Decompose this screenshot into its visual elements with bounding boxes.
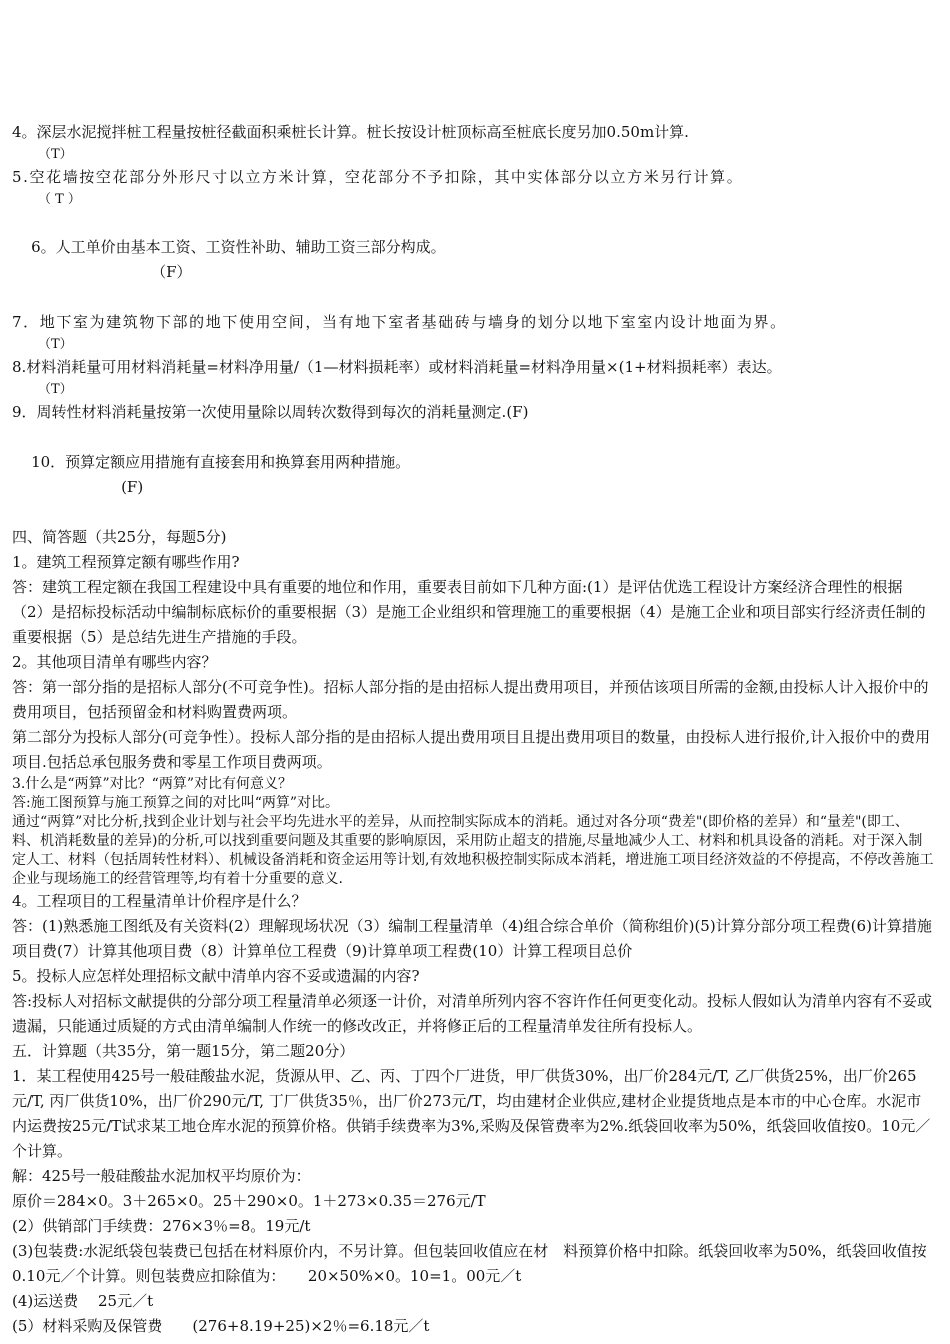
short-a3-part2: 通过“两算”对比分析,找到企业计划与社会平均先进水平的差异，从而控制实际成本的消耗。通过对各分项“费差"(即价格的差异）和“量差"(即工、料、机消耗数量的差异)的分析,可以找到重要问题及其重要的影响原因，采用防止超支的措施,尽量地减少人工、材料和机具设备的消耗。对于深入制定人工、材料（包括周转性材料）、机械设备消耗和资金运用等计划,有效地积极控制实际成本消耗，增进施工项目经济效益的不停提高，不停改善施工企业与现场施工的经营管理等,均有着十分重要的意义. [12,814,934,887]
judge-q10-row [12,425,934,525]
solution-step-2: (2）供销部门手续费：276×3％=8。19元/t [12,1217,311,1235]
solution-step-4: (4)运送费 25元／t [12,1292,154,1310]
judge-q6-answer: （F） [151,263,192,281]
judge-q5: 5.空花墙按空花部分外形尺寸以立方米计算，空花部分不予扣除，其中实体部分以立方米另行计算。 [12,168,744,186]
solution-step-3: (3)包装费:水泥纸袋包装费已包括在材料原价内，不另计算。但包装回收值应在材 料预算价格中扣除。纸袋回收率为50%，纸袋回收值按0.10元／个计算。则包装费应扣除值为： 20×50%×0。10=1。00元／t [12,1242,927,1285]
judge-q9: 9．周转性材料消耗量按第一次使用量除以周转次数得到每次的消耗量测定.(F) [12,403,529,421]
judge-q4: 4。深层水泥搅拌桩工程量按桩径截面积乘桩长计算。桩长按设计桩顶标高至桩底长度另加0.50m计算. [12,123,689,141]
short-a1: 答：建筑工程定额在我国工程建设中具有重要的地位和作用，重要表目前如下几种方面:(1）是评估优选工程设计方案经济合理性的根据（2）是招标投标活动中编制标底标价的重要根据（3）是施工企业组织和管理施工的重要根据（4）是施工企业和项目部实行经济责任制的重要根据（5）是总结先进生产措施的手段。 [12,578,926,646]
short-heading: 四、简答题（共25分，每题5分) [12,528,227,546]
judge-q8: 8.材料消耗量可用材料消耗量=材料净用量/（1—材料损耗率）或材料消耗量=材料净用量×(1+材料损耗率）表达。 [12,358,782,376]
short-a2-part1: 答：第一部分指的是招标人部分(不可竞争性)。招标人部分指的是由招标人提出费用项目，并预估该项目所需的金额,由投标人计入报价中的费用项目，包括预留金和材料购置费两项。 [12,678,929,721]
short-a3-part1: 答:施工图预算与施工预算之间的对比叫“两算”对比。 [12,795,340,811]
short-q3: 3.什么是“两算”对比？“两算”对比有何意义？ [12,776,292,792]
solution-intro: 解：425号一般硅酸盐水泥加权平均原价为： [12,1167,311,1185]
short-q2: 2。其他项目清单有哪些内容？ [12,653,217,671]
calc-q1: 1．某工程使用425号一般硅酸盐水泥，货源从甲、乙、丙、丁四个厂进货，甲厂供货30%，出厂价284元/T, 乙厂供货25%，出厂价265元/T, 丙厂供货10%，出厂价290元/T, 丁厂供货35％，出厂价273元/T，均由建材企业供应,建材企业提货地点是本市的中心仓库。水泥市内运费按25元/T试求某工地仓库水泥的预算价格。供销手续费率为3%,采购及保管费率为2%.纸袋回收率为50%，纸袋回收值按0。10元／个计算。 [12,1067,931,1160]
judge-q4-answer: （T） [38,147,73,162]
short-a4: 答：(1)熟悉施工图纸及有关资料(2）理解现场状况（3）编制工程量清单（4)组合综合单价（简称组价)(5)计算分部分项工程费(6)计算措施项目费(7）计算其他项目费（8）计算单位工程费（9)计算单项工程费(10）计算工程项目总价 [12,917,932,960]
short-q4: 4。工程项目的工程量清单计价程序是什么？ [12,892,307,910]
short-a5: 答:投标人对招标文献提供的分部分项工程量清单必须逐一计价，对清单所列内容不容许作任何更变化动。投标人假如认为清单内容有不妥或遗漏，只能通过质疑的方式由清单编制人作统一的修改改正，并将修正后的工程量清单发往所有投标人。 [12,992,933,1035]
judge-q10-answer: (F) [121,478,144,496]
judge-q7-answer: （T） [38,337,73,352]
short-q5: 5。投标人应怎样处理招标文献中清单内容不妥或遗漏的内容? [12,967,420,985]
document-page [12,120,934,1339]
judge-q10: 10．预算定额应用措施有直接套用和换算套用两种措施。 [31,453,411,471]
calc-heading: 五．计算题（共35分，第一题15分，第二题20分） [12,1042,355,1060]
judge-q6: 6。人工单价由基本工资、工资性补助、辅助工资三部分构成。 [31,238,446,256]
judge-q5-answer: （ T ） [38,192,81,207]
judge-q6-row [12,210,934,310]
short-a2-part2: 第二部分为投标人部分(可竞争性）。投标人部分指的是由招标人提出费用项目且提出费用项目的数量，由投标人进行报价,计入报价中的费用项目.包括总承包服务费和零星工作项目费两项。 [12,728,931,771]
judge-q8-answer: （T） [38,382,73,397]
judge-q7: 7．地下室为建筑物下部的地下使用空间，当有地下室者基础砖与墙身的划分以地下室室内设计地面为界。 [12,313,787,331]
short-q1: 1。建筑工程预算定额有哪些作用? [12,553,240,571]
solution-step-1: 原价＝284×0。3＋265×0。25＋290×0。1＋273×0.35＝276元/T [12,1192,486,1210]
solution-step-5: (5）材料采购及保管费 (276+8.19+25)×2％=6.18元／t [12,1317,430,1335]
